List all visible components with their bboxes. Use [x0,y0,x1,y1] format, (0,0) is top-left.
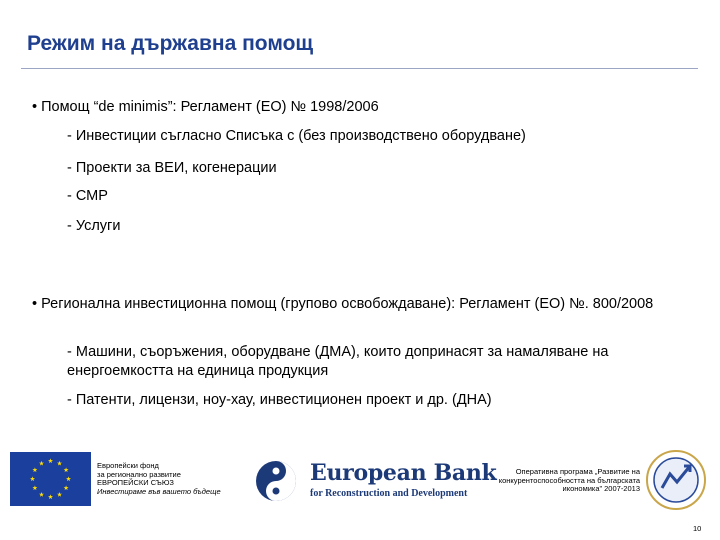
eu-star-icon [57,461,62,466]
title-divider [21,68,698,69]
eu-star-icon [39,461,44,466]
eu-star-icon [30,476,35,481]
eu-fund-line: Европейски фонд [97,461,159,470]
eu-fund-line: за регионално развитие [97,469,181,479]
eu-fund-slogan: Инвестираме във вашето бъдеще [97,486,221,496]
op-competitiveness-logo-icon [644,448,708,512]
op-line: Оперативна програма „Развитие на [515,467,640,476]
eu-fund-text [97,462,232,496]
eu-star-icon [32,467,37,472]
ebrd-subtitle: for Reconstruction and Development [310,488,468,499]
op-line: конкурентоспособността на българската [498,475,640,485]
op-line: икономика” 2007-2013 [562,484,640,493]
ebrd-name: European Bank [310,460,497,486]
eu-star-icon [57,492,62,497]
op-programme-text [470,468,640,494]
page-number: 10 [693,524,702,533]
sub-item-machinery: - Машини, съоръжения, оборудване (ДМА), които допринасят за намаляване на енергоемкостта на единица продукция [67,344,609,379]
ebrd-logo [250,458,497,504]
eu-star-icon [32,485,37,490]
sub-item-construction: - СМР [67,188,108,204]
eu-star-icon [48,458,53,463]
eu-fund-line: ЕВРОПЕЙСКИ СЪЮЗ [97,478,174,487]
eu-star-icon [64,467,69,472]
bullet-de-minimis: • Помощ “de minimis”: Регламент (ЕО) № 1998/2006 [32,99,379,115]
sub-item-res-projects: - Проекти за ВЕИ, когенерации [67,160,277,176]
eu-star-icon [64,485,69,490]
sub-item-services: - Услуги [67,218,121,234]
eu-star-icon [48,494,53,499]
sub-item-investments: - Инвестиции съгласно Списъка с (без производствено оборудване) [67,128,526,144]
page-title: Режим на държавна помощ [27,32,314,55]
eu-flag-icon [10,452,91,506]
sub-item-patents: - Патенти, лицензи, ноу-хау, инвестиционен проект и др. (ДНА) [67,392,492,408]
eu-star-icon [39,492,44,497]
bullet-regional-aid: • Регионална инвестиционна помощ (групово освобождаване): Регламент (ЕО) №. 800/2008 [32,296,654,312]
eu-star-icon [66,476,71,481]
ebrd-logo-icon [250,458,306,504]
